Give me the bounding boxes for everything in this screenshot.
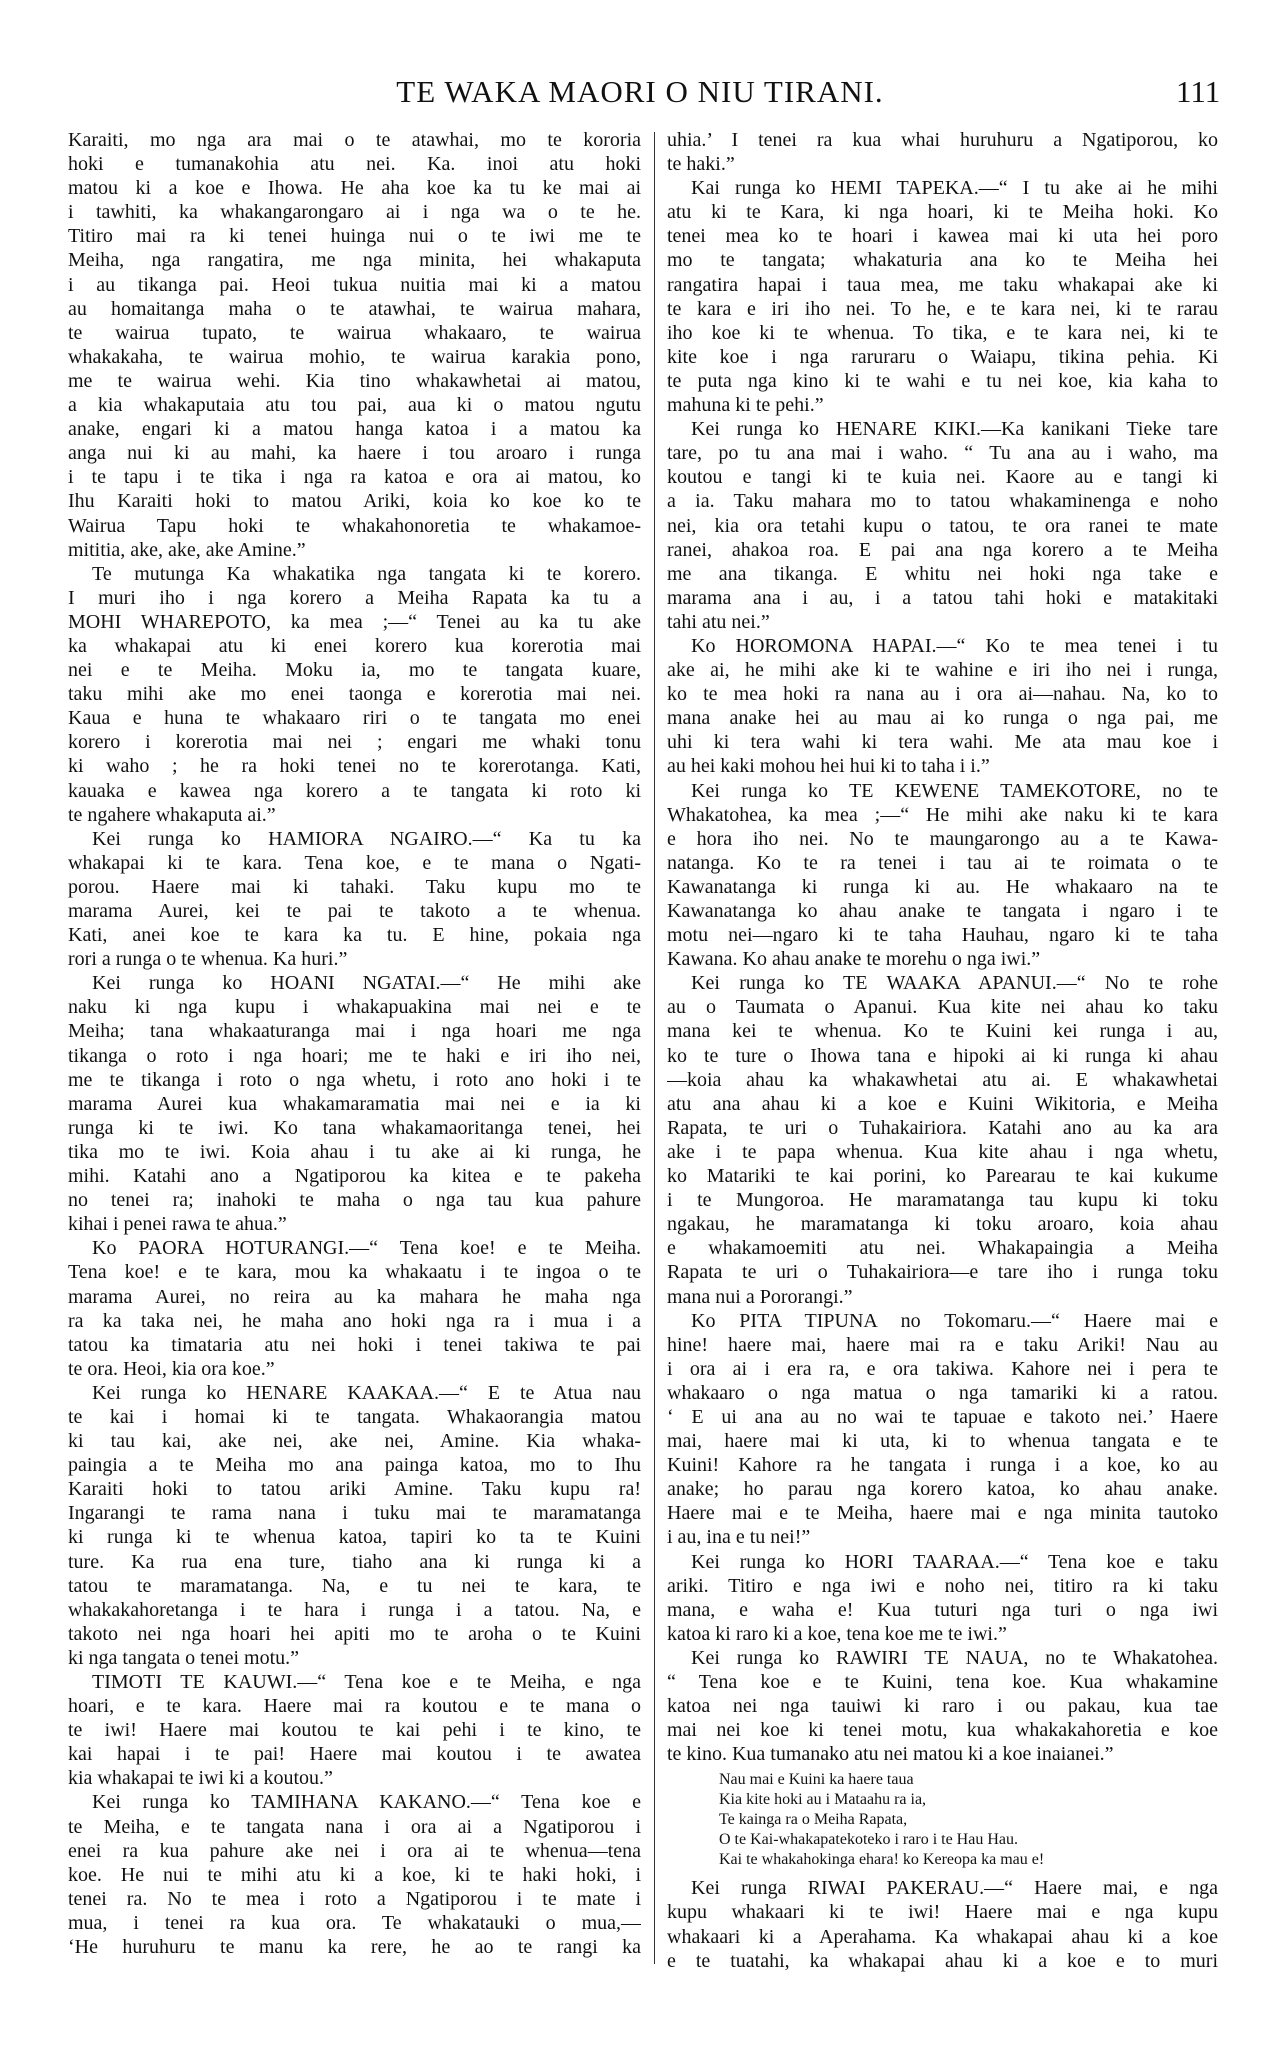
text-line: anake, engari ki a matou hanga katoa i a matou ka	[68, 418, 641, 441]
text-line: e te tuatahi, ka whakapai ahau ki a koe e to muri	[667, 1949, 1218, 1972]
text-line: ake i te papa whenua. Kua kite ahau i nga whetu,	[667, 1140, 1218, 1163]
text-line: mahuna ki te pehi.”	[667, 394, 824, 417]
text-line: ki runga ki te whenua katoa, tapiri ko ta te Kuini	[68, 1526, 641, 1549]
text-line: Kawanatanga ko ahau anake te tangata i ngaro i te	[667, 900, 1218, 922]
text-line: mo te tangata; whakaturia ana ko te Meiha hei	[667, 249, 1218, 272]
text-line: rori a runga o te whenua. Ka huri.”	[68, 948, 348, 971]
text-line: a kia whakaputaia atu tou pai, aua ki o matou ngutu	[68, 394, 641, 417]
text-line: enei ra kua pahure ake nei i ora ai te whenua—tena	[68, 1839, 641, 1862]
text-line: ‘ E ui ana au no wai te tapuae e takoto nei.’ Haere	[667, 1405, 1218, 1428]
text-line: Meiha; tana whakaaturanga mai i nga hoari me nga	[68, 1020, 641, 1043]
text-line: porou. Haere mai ki tahaki. Taku kupu mo te	[68, 875, 641, 898]
text-line: au homaitanga maha o te atawhai, te wairua mahara,	[68, 297, 641, 320]
text-line: Kawana. Ko ahau anake te morehu o nga iwi.”	[667, 948, 1041, 971]
text-line: rangatira hapai i taua mea, me taku whakapai ake ki	[667, 273, 1218, 296]
text-line: me te wairua wehi. Kia tino whakawhetai ai matou,	[68, 369, 641, 392]
text-line: mana, e waha e! Kua tuturi nga turi o nga iwi	[667, 1598, 1218, 1621]
text-line: Te mutunga Ka whakatika nga tangata ki te korero.	[92, 562, 641, 585]
text-line: whakaaro o nga matua o nga tamariki ki a ratou.	[667, 1381, 1218, 1404]
text-line: “ Tena koe e te Kuini, tena koe. Kua whakamine	[667, 1671, 1218, 1693]
text-line: anga nui ki au mahi, ka haere i tou aroaro i runga	[68, 442, 641, 465]
text-line: MOHI WHAREPOTO, ka mea ;—“ Tenei au ka tu ake	[68, 610, 641, 633]
text-line: Titiro mai ra ki tenei huinga nui o te iwi me te	[68, 225, 641, 248]
text-line: ki tau kai, ake nei, ake nei, Amine. Kia whaka-	[68, 1430, 641, 1453]
text-line: mua, i tenei ra kua ora. Te whakatauki o mua,—	[68, 1911, 641, 1934]
text-line: ariki. Titiro e nga iwi e noho nei, titiro ra ki taku	[667, 1574, 1218, 1597]
text-line: Ingarangi te rama nana i tuku mai te maramatanga	[68, 1502, 641, 1525]
text-line: marama Aurei kua whakamaramatia mai nei e ia ki	[68, 1092, 641, 1115]
text-line: marama Aurei, kei te pai te takoto a te whenua.	[68, 900, 641, 922]
text-line: tahi atu nei.”	[667, 610, 770, 633]
text-line: me te tikanga i roto o nga whetu, i roto ano hoki i te	[68, 1068, 641, 1091]
text-line: i au, ina e tu nei!”	[667, 1526, 811, 1549]
text-line: hoari, e te kara. Haere mai ra koutou e te mana o	[68, 1695, 641, 1718]
text-line: tenei ra. No te mea i roto a Ngatiporou i te mate i	[68, 1887, 641, 1910]
verse-line: O te Kai-whakapatekoteko i raro i te Hau Hau.	[719, 1831, 1018, 1849]
text-line: katoa ki raro ki a koe, tena koe me te iwi.”	[667, 1622, 1007, 1645]
text-line: marama Aurei, no reira au ka mahara he maha nga	[68, 1285, 641, 1308]
text-line: tikanga o roto i nga hoari; me te haki e iri iho nei,	[68, 1044, 641, 1067]
text-line: ranei, ahakoa roa. E pai ana nga korero a te Meiha	[667, 538, 1218, 561]
text-line: no tenei ra; inahoki te maha o nga tau kua pahure	[68, 1189, 641, 1212]
text-line: hoki e tumanakohia atu nei. Ka. inoi atu hoki	[68, 153, 641, 176]
left-column	[68, 128, 641, 1959]
text-line: Ko PITA TIPUNA no Tokomaru.—“ Haere mai e	[691, 1309, 1218, 1332]
text-line: atu ki te Kara, ki nga hoari, ki te Meiha hoki. Ko	[667, 201, 1218, 224]
verse-line: Kia kite hoki au i Mataahu ra ia,	[719, 1791, 927, 1809]
text-line: Kei runga ko HOANI NGATAI.—“ He mihi ake	[92, 972, 641, 995]
text-line: te puta nga kino ki te wahi e tu nei koe, kia kaha to	[667, 369, 1218, 392]
text-line: te haki.”	[667, 153, 735, 176]
text-line: naku ki nga kupu i whakapuakina mai nei e te	[68, 996, 641, 1019]
text-line: i tawhiti, ka whakangarongaro ai i nga wa o te he.	[68, 201, 641, 224]
text-line: katoa nei nga tauiwi ki raro i ou pakau, kua tae	[667, 1695, 1218, 1718]
text-line: ture. Ka rua ena ture, tiaho ana ki runga ki a	[68, 1550, 641, 1573]
text-line: Kei runga ko TAMIHANA KAKANO.—“ Tena koe e	[92, 1791, 641, 1814]
text-line: tare, po tu ana mai i waho. “ Tu ana au i waho, ma	[667, 442, 1218, 465]
text-line: Kawanatanga ki runga ki au. He whakaaro na te	[667, 875, 1218, 898]
text-line: whakaari ki a Aperahama. Ka whakapai ahau ki a koe	[667, 1925, 1218, 1948]
text-line: natanga. Ko te ra tenei i tau ai te roimata o te	[667, 851, 1218, 874]
text-line: motu nei—ngaro ki te taha Hauhau, ngaro ki te taha	[667, 924, 1218, 947]
text-line: te Meiha, e te tangata nana i ora ai a Ngatiporou i	[68, 1815, 641, 1838]
text-line: Kaua e huna te whakaaro riri o te tangata mo enei	[68, 707, 641, 730]
text-line: i ora ai i era ra, e ora takiwa. Kahore nei i pera te	[667, 1357, 1218, 1380]
text-line: nei e te Meiha. Moku ia, mo te tangata kuare,	[68, 659, 641, 682]
right-column	[667, 128, 1218, 1973]
text-line: I muri iho i nga korero a Meiha Rapata ka tu a	[68, 586, 641, 609]
text-line: te kai i homai ki te tangata. Whakaorangia matou	[68, 1405, 641, 1428]
text-line: kupu whakaari ki te iwi! Haere mai e nga kupu	[667, 1901, 1218, 1924]
page-number: 111	[1176, 74, 1221, 109]
text-line: ake ai, he mihi ake ki te wahine e iri iho nei i runga,	[667, 659, 1218, 682]
text-line: koe. He nui te mihi atu ki a koe, ki te haki hoki, i	[68, 1863, 641, 1886]
text-line: mititia, ake, ake, ake Amine.”	[68, 538, 306, 561]
text-line: Whakatohea, ka mea ;—“ He mihi ake naku ki te kara	[667, 803, 1218, 826]
text-line: te ngahere whakaputa ai.”	[68, 803, 276, 826]
text-line: whakakaha, te wairua mohio, te wairua karakia pono,	[68, 345, 641, 368]
text-line: mana kei te whenua. Ko te Kuini kei runga i au,	[667, 1020, 1218, 1043]
text-line: tatou ka timataria atu nei hoki i tenei takiwa te pai	[68, 1333, 641, 1356]
text-line: Rapata te uri o Tuhakairiora—e tare iho i runga toku	[667, 1261, 1218, 1284]
text-line: te iwi! Haere mai koutou te kai pehi i te kino, te	[68, 1719, 641, 1742]
text-line: kauaka e kawea nga korero a te tangata ki roto ki	[68, 779, 641, 802]
text-line: kihai i penei rawa te ahua.”	[68, 1213, 287, 1236]
running-title: TE WAKA MAORI O NIU TIRANI.	[396, 74, 884, 109]
text-line: hine! haere mai, haere mai ra e taku Ariki! Nau au	[667, 1333, 1218, 1356]
text-line: anake; ho parau nga korero katoa, ko ahau anake.	[667, 1478, 1218, 1501]
text-line: Kei runga ko HAMIORA NGAIRO.—“ Ka tu ka	[92, 827, 641, 850]
text-line: tenei mea ko te hoari i kawea mai ki uta hei poro	[667, 225, 1218, 248]
text-line: kai hapai i te pai! Haere mai koutou i te awatea	[68, 1743, 641, 1766]
text-line: ‘He huruhuru te manu ka rere, he ao te rangi ka	[68, 1936, 641, 1959]
text-line: Kei runga ko TE WAAKA APANUI.—“ No te rohe	[691, 972, 1218, 995]
text-line: ngakau, he maramatanga ki toku aroaro, koia ahau	[667, 1213, 1218, 1236]
text-line: Meiha, nga rangatira, me nga minita, hei whakaputa	[68, 249, 641, 272]
text-line: mana anake hei au mau ai ko runga o nga pai, me	[667, 707, 1218, 730]
text-line: te kara e iri iho nei. To he, e te kara nei, ki te rarau	[667, 297, 1218, 320]
text-line: Kei runga ko TE KEWENE TAMEKOTORE, no te	[691, 779, 1218, 802]
text-line: nei, kia ora tetahi kupu o tatou, te ora ranei te mate	[667, 514, 1218, 537]
text-line: Kei runga ko RAWIRI TE NAUA, no te Whakatohea.	[691, 1646, 1218, 1669]
text-line: te ora. Heoi, kia ora koe.”	[68, 1357, 275, 1380]
text-line: koutou e tangi ki te kuia nei. Kaore au e tangi ki	[667, 466, 1218, 489]
text-line: i te tapu i te tika i nga ra katoa e ora ai matou, ko	[68, 466, 641, 489]
text-line: i te Mungoroa. He maramatanga tau kupu ki toku	[667, 1189, 1218, 1212]
text-line: me ana tikanga. E whitu nei hoki nga take e	[667, 562, 1218, 585]
text-line: Rapata, te uri o Tuhakairiora. Katahi ano au ka ara	[667, 1116, 1218, 1139]
text-line: Kei runga ko HENARE KIKI.—Ka kanikani Tieke tare	[691, 418, 1218, 441]
text-line: Kei runga RIWAI PAKERAU.—“ Haere mai, e nga	[691, 1877, 1218, 1900]
text-line: Tena koe! e te kara, mou ka whakaatu i te ingoa o te	[68, 1261, 641, 1284]
column-rule	[654, 132, 655, 1964]
text-line: tika mo te iwi. Koia ahau i tu ake ai ki runga, he	[68, 1140, 641, 1163]
text-line: te wairua tupato, te wairua whakaaro, te wairua	[68, 321, 641, 344]
text-line: Kei runga ko HORI TAARAA.—“ Tena koe e taku	[691, 1550, 1218, 1573]
text-line: Ko HOROMONA HAPAI.—“ Ko te mea tenei i tu	[691, 634, 1218, 657]
text-line: iho koe ki te whenua. To tika, e te kara nei, ki te	[667, 321, 1218, 344]
text-line: marama ana i au, i a tatou tahi hoki e matakitaki	[667, 586, 1218, 609]
text-line: mai, haere mai ki uta, ki to whenua tangata e te	[667, 1430, 1218, 1453]
text-line: e hora iho nei. No te maungarongo au a te Kawa-	[667, 827, 1218, 850]
text-line: Ko PAORA HOTURANGI.—“ Tena koe! e te Meiha.	[92, 1237, 641, 1260]
text-line: mai nei koe ki tenei motu, kua whakakahoretia e koe	[667, 1719, 1218, 1742]
text-line: takoto nei nga hoari hei apiti mo te aroha o te Kuini	[68, 1622, 641, 1645]
text-line: e whakamoemiti atu nei. Whakapaingia a Meiha	[667, 1237, 1218, 1260]
text-line: —koia ahau ka whakawhetai atu ai. E whakawhetai	[667, 1068, 1218, 1091]
text-line: au o Taumata o Apanui. Kua kite nei ahau ko taku	[667, 996, 1218, 1019]
text-line: tatou te maramatanga. Na, e tu nei te kara, te	[68, 1574, 641, 1597]
text-line: Ihu Karaiti hoki to matou Ariki, koia ko koe ko te	[68, 490, 641, 513]
text-line: te kino. Kua tumanako atu nei matou ki a koe inaianei.”	[667, 1743, 1114, 1766]
text-line: whakapai ki te kara. Tena koe, e te mana o Ngati-	[68, 851, 641, 874]
text-line: uhia.’ I tenei ra kua whai huruhuru a Ngatiporou, ko	[667, 129, 1218, 151]
text-line: Kati, anei koe te kara ka tu. E hine, pokaia nga	[68, 924, 641, 947]
text-line: ko Matariki te kai porini, ko Parearau te kai kukume	[667, 1165, 1218, 1188]
text-line: ra ka taka nei, he maha ano hoki nga ra i mua i a	[68, 1309, 641, 1332]
verse-line: Te kainga ra o Meiha Rapata,	[719, 1811, 908, 1829]
text-line: kite koe i nga raruraru o Waiapu, tikina pehia. Ki	[667, 345, 1218, 368]
text-line: Karaiti hoki to tatou ariki Amine. Taku kupu ra!	[68, 1478, 641, 1501]
text-line: Haere mai e te Meiha, haere mai e nga minita tautoko	[667, 1502, 1218, 1525]
text-line: uhi ki tera wahi ki tera wahi. Me ata mau koe i	[667, 731, 1218, 754]
text-line: Wairua Tapu hoki te whakahonoretia te whakamoe-	[68, 514, 641, 537]
text-line: TIMOTI TE KAUWI.—“ Tena koe e te Meiha, e nga	[92, 1671, 641, 1693]
text-line: matou ki a koe e Ihowa. He aha koe ka tu ke mai ai	[68, 177, 641, 200]
text-line: taku mihi ake mo enei taonga e korerotia mai nei.	[68, 683, 641, 706]
text-line: korero i korerotia mai nei ; engari me whaki tonu	[68, 731, 641, 754]
text-line: Kei runga ko HENARE KAAKAA.—“ E te Atua nau	[92, 1381, 641, 1404]
text-line: i au tikanga pai. Heoi tukua nuitia mai ki a matou	[68, 273, 641, 296]
text-line: ka whakapai atu ki enei korero kua korerotia mai	[68, 634, 641, 657]
text-line: runga ki te iwi. Ko tana whakamaoritanga tenei, hei	[68, 1116, 641, 1139]
text-line: ko te mea hoki ra nana au i ora ai—nahau. Na, ko to	[667, 683, 1218, 706]
text-line: a ia. Taku mahara mo to tatou whakaminenga e noho	[667, 490, 1218, 513]
verse-line: Kai te whakahokinga ehara! ko Kereopa ka mau e!	[719, 1851, 1045, 1869]
text-line: mana nui a Pororangi.”	[667, 1285, 853, 1308]
text-line: kia whakapai te iwi ki a koutou.”	[68, 1767, 333, 1790]
text-line: Karaiti, mo nga ara mai o te atawhai, mo te kororia	[68, 129, 641, 151]
text-line: paingia a te Meiha mo ana painga katoa, mo to Ihu	[68, 1454, 641, 1477]
text-line: ki waho ; he ra hoki tenei no te korerotanga. Kati,	[68, 755, 641, 778]
text-line: atu ana ahau ki a koe e Kuini Wikitoria, e Meiha	[667, 1092, 1218, 1115]
text-line: ki nga tangata o tenei motu.”	[68, 1646, 300, 1669]
verse-line: Nau mai e Kuini ka haere taua	[719, 1771, 914, 1789]
text-line: Kuini! Kahore ra he tangata i runga i a koe, ko au	[667, 1454, 1218, 1477]
text-line: Kai runga ko HEMI TAPEKA.—“ I tu ake ai he mihi	[691, 177, 1218, 200]
text-line: mihi. Katahi ano a Ngatiporou ka kitea e te pakeha	[68, 1165, 641, 1188]
text-line: ko te ture o Ihowa tana e hipoki ai ki runga ki ahau	[667, 1044, 1218, 1067]
text-line: whakakahoretanga i te hara i runga i a tatou. Na, e	[68, 1598, 641, 1621]
text-line: au hei kaki mohou hei hui ki to taha i i.”	[667, 755, 990, 778]
